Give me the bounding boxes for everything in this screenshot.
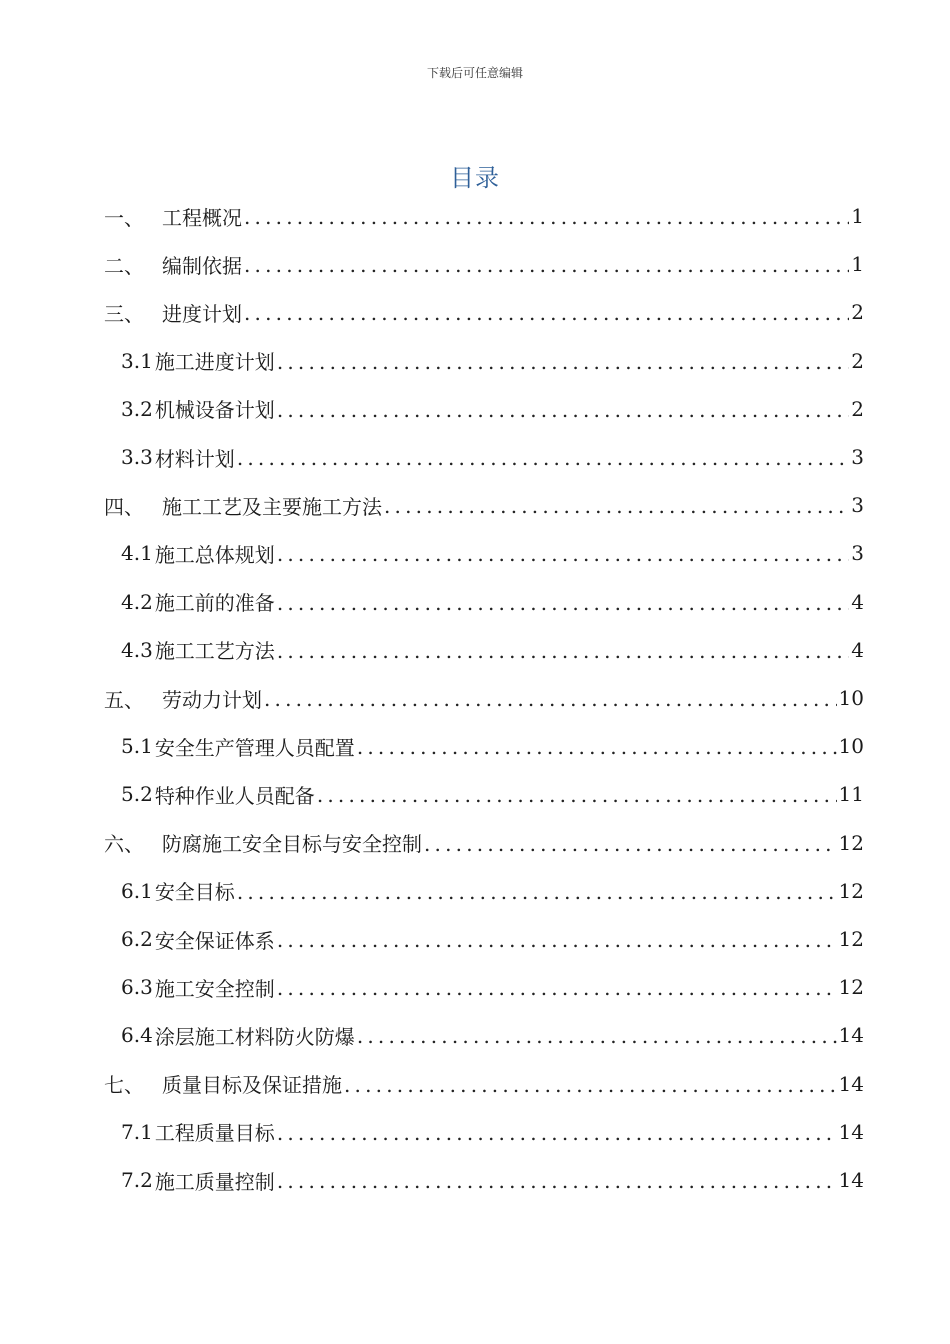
toc-dot-leader (355, 1024, 837, 1048)
toc-entry-label: 材料计划 (154, 446, 235, 471)
toc-entry-number: 3.2 (121, 396, 153, 421)
toc-entry-label: 劳动力计划 (162, 687, 262, 712)
toc-entry[interactable] (121, 915, 864, 963)
toc-entry-label: 编制依据 (162, 253, 242, 278)
toc-entry-label: 施工工艺及主要施工方法 (162, 494, 382, 519)
toc-entry[interactable] (121, 963, 864, 1011)
toc-entry-number: 一、 (104, 205, 144, 230)
toc-entry[interactable] (121, 770, 864, 818)
toc-entry-page-number: 12 (838, 878, 864, 903)
toc-entry-page-number: 1 (851, 204, 864, 228)
toc-dot-leader (262, 687, 837, 711)
toc-entry-number: 7.2 (121, 1168, 153, 1192)
toc-entry-page-number: 14 (838, 1023, 864, 1048)
toc-dot-leader (275, 639, 849, 663)
toc-entry[interactable] (121, 626, 864, 674)
toc-entry-label: 施工总体规划 (154, 542, 275, 567)
toc-entry[interactable] (121, 529, 864, 577)
toc-entry-page-number: 11 (838, 782, 864, 807)
toc-entry-page-number: 10 (838, 686, 864, 710)
toc-entry[interactable] (104, 674, 864, 722)
toc-dot-leader (275, 976, 837, 1000)
toc-entry-number: 7.1 (121, 1119, 153, 1144)
toc-entry-page-number: 14 (838, 1168, 864, 1192)
toc-entry-page-number: 4 (851, 589, 864, 614)
toc-entry-number: 二、 (104, 253, 144, 278)
toc-entry-label: 施工前的准备 (154, 591, 275, 616)
toc-entry-page-number: 3 (851, 541, 864, 566)
toc-entry-page-number: 1 (851, 252, 864, 277)
toc-entry-number: 五、 (104, 687, 144, 712)
toc-dot-leader (242, 301, 849, 325)
toc-entry-page-number: 14 (838, 1119, 864, 1144)
toc-entry-label: 特种作业人员配备 (154, 783, 315, 808)
toc-entry-page-number: 12 (838, 927, 864, 951)
toc-entry[interactable] (121, 337, 864, 385)
toc-entry[interactable] (121, 1108, 864, 1156)
toc-entry-number: 5.2 (121, 782, 153, 807)
toc-entry-number: 七、 (104, 1073, 144, 1098)
toc-entry[interactable] (121, 1156, 864, 1204)
toc-entry-label: 安全保证体系 (154, 928, 275, 953)
toc-entry-label: 施工质量控制 (154, 1169, 275, 1194)
toc-entry-number: 6.1 (121, 878, 153, 903)
toc-entry-label: 安全生产管理人员配置 (154, 735, 355, 760)
toc-dot-leader (275, 398, 849, 422)
toc-entry[interactable] (121, 722, 864, 770)
toc-dot-leader (342, 1073, 837, 1097)
toc-entry-number: 3.3 (121, 445, 153, 469)
toc-dot-leader (422, 832, 837, 856)
toc-entry[interactable] (104, 819, 864, 867)
toc-entry-label: 防腐施工安全目标与安全控制 (162, 832, 422, 857)
toc-entry[interactable] (104, 481, 864, 529)
toc-dot-leader (275, 542, 849, 566)
toc-entry-page-number: 4 (851, 637, 864, 662)
toc-entry-page-number: 3 (851, 493, 864, 518)
toc-dot-leader (235, 880, 837, 904)
toc-entry-page-number: 10 (838, 734, 864, 759)
toc-entry-number: 5.1 (121, 734, 153, 759)
toc-entry-page-number: 3 (851, 445, 864, 469)
toc-dot-leader (275, 928, 837, 952)
toc-dot-leader (315, 783, 837, 807)
toc-entry[interactable] (104, 240, 864, 288)
toc-dot-leader (275, 350, 849, 374)
toc-entry-number: 三、 (104, 301, 144, 326)
toc-entry-page-number: 12 (838, 830, 864, 855)
toc-entry[interactable] (121, 385, 864, 433)
toc-entry-number: 4.2 (121, 589, 153, 614)
toc-dot-leader (275, 1169, 837, 1193)
toc-entry-number: 4.3 (121, 637, 153, 662)
toc-entry-number: 四、 (104, 494, 144, 519)
toc-entry-page-number: 12 (838, 975, 864, 1000)
toc-entry-label: 涂层施工材料防火防爆 (154, 1024, 355, 1049)
toc-entry-page-number: 14 (838, 1071, 864, 1096)
toc-entry-number: 4.1 (121, 541, 153, 566)
toc-entry-label: 工程概况 (162, 205, 242, 230)
page-header-note: 下载后可任意编辑 (426, 66, 523, 80)
toc-entry-number: 6.4 (121, 1023, 153, 1048)
toc-dot-leader (235, 446, 849, 470)
toc-title: 目录 (450, 164, 500, 192)
toc-dot-leader (275, 1121, 837, 1145)
toc-entry-label: 进度计划 (162, 301, 242, 326)
toc-entry-page-number: 2 (851, 396, 864, 421)
toc-dot-leader (382, 494, 849, 518)
toc-entry-number: 6.3 (121, 975, 153, 1000)
toc-entry-label: 安全目标 (154, 880, 235, 905)
toc-entry-label: 质量目标及保证措施 (162, 1073, 342, 1098)
toc-entry[interactable] (121, 578, 864, 626)
toc-entry-number: 六、 (104, 832, 144, 857)
toc-entry-label: 工程质量目标 (154, 1121, 275, 1146)
toc-dot-leader (242, 205, 849, 229)
toc-entry-page-number: 2 (851, 348, 864, 373)
toc-entry[interactable] (121, 1011, 864, 1059)
toc-entry[interactable] (121, 867, 864, 915)
toc-entry[interactable] (104, 1060, 864, 1108)
toc-entry-label: 施工安全控制 (154, 976, 275, 1001)
toc-entry[interactable] (104, 192, 864, 240)
toc-entry-number: 3.1 (121, 348, 153, 373)
toc-entry[interactable] (104, 288, 864, 336)
toc-entry-number: 6.2 (121, 927, 153, 951)
toc-dot-leader (355, 735, 837, 759)
toc-entry-label: 施工工艺方法 (154, 639, 275, 664)
toc-dot-leader (275, 591, 849, 615)
toc-dot-leader (242, 253, 849, 277)
toc-entry-page-number: 2 (851, 300, 864, 325)
toc-entry[interactable] (121, 433, 864, 481)
toc-entry-label: 施工进度计划 (154, 350, 275, 375)
toc-entry-label: 机械设备计划 (154, 398, 275, 423)
